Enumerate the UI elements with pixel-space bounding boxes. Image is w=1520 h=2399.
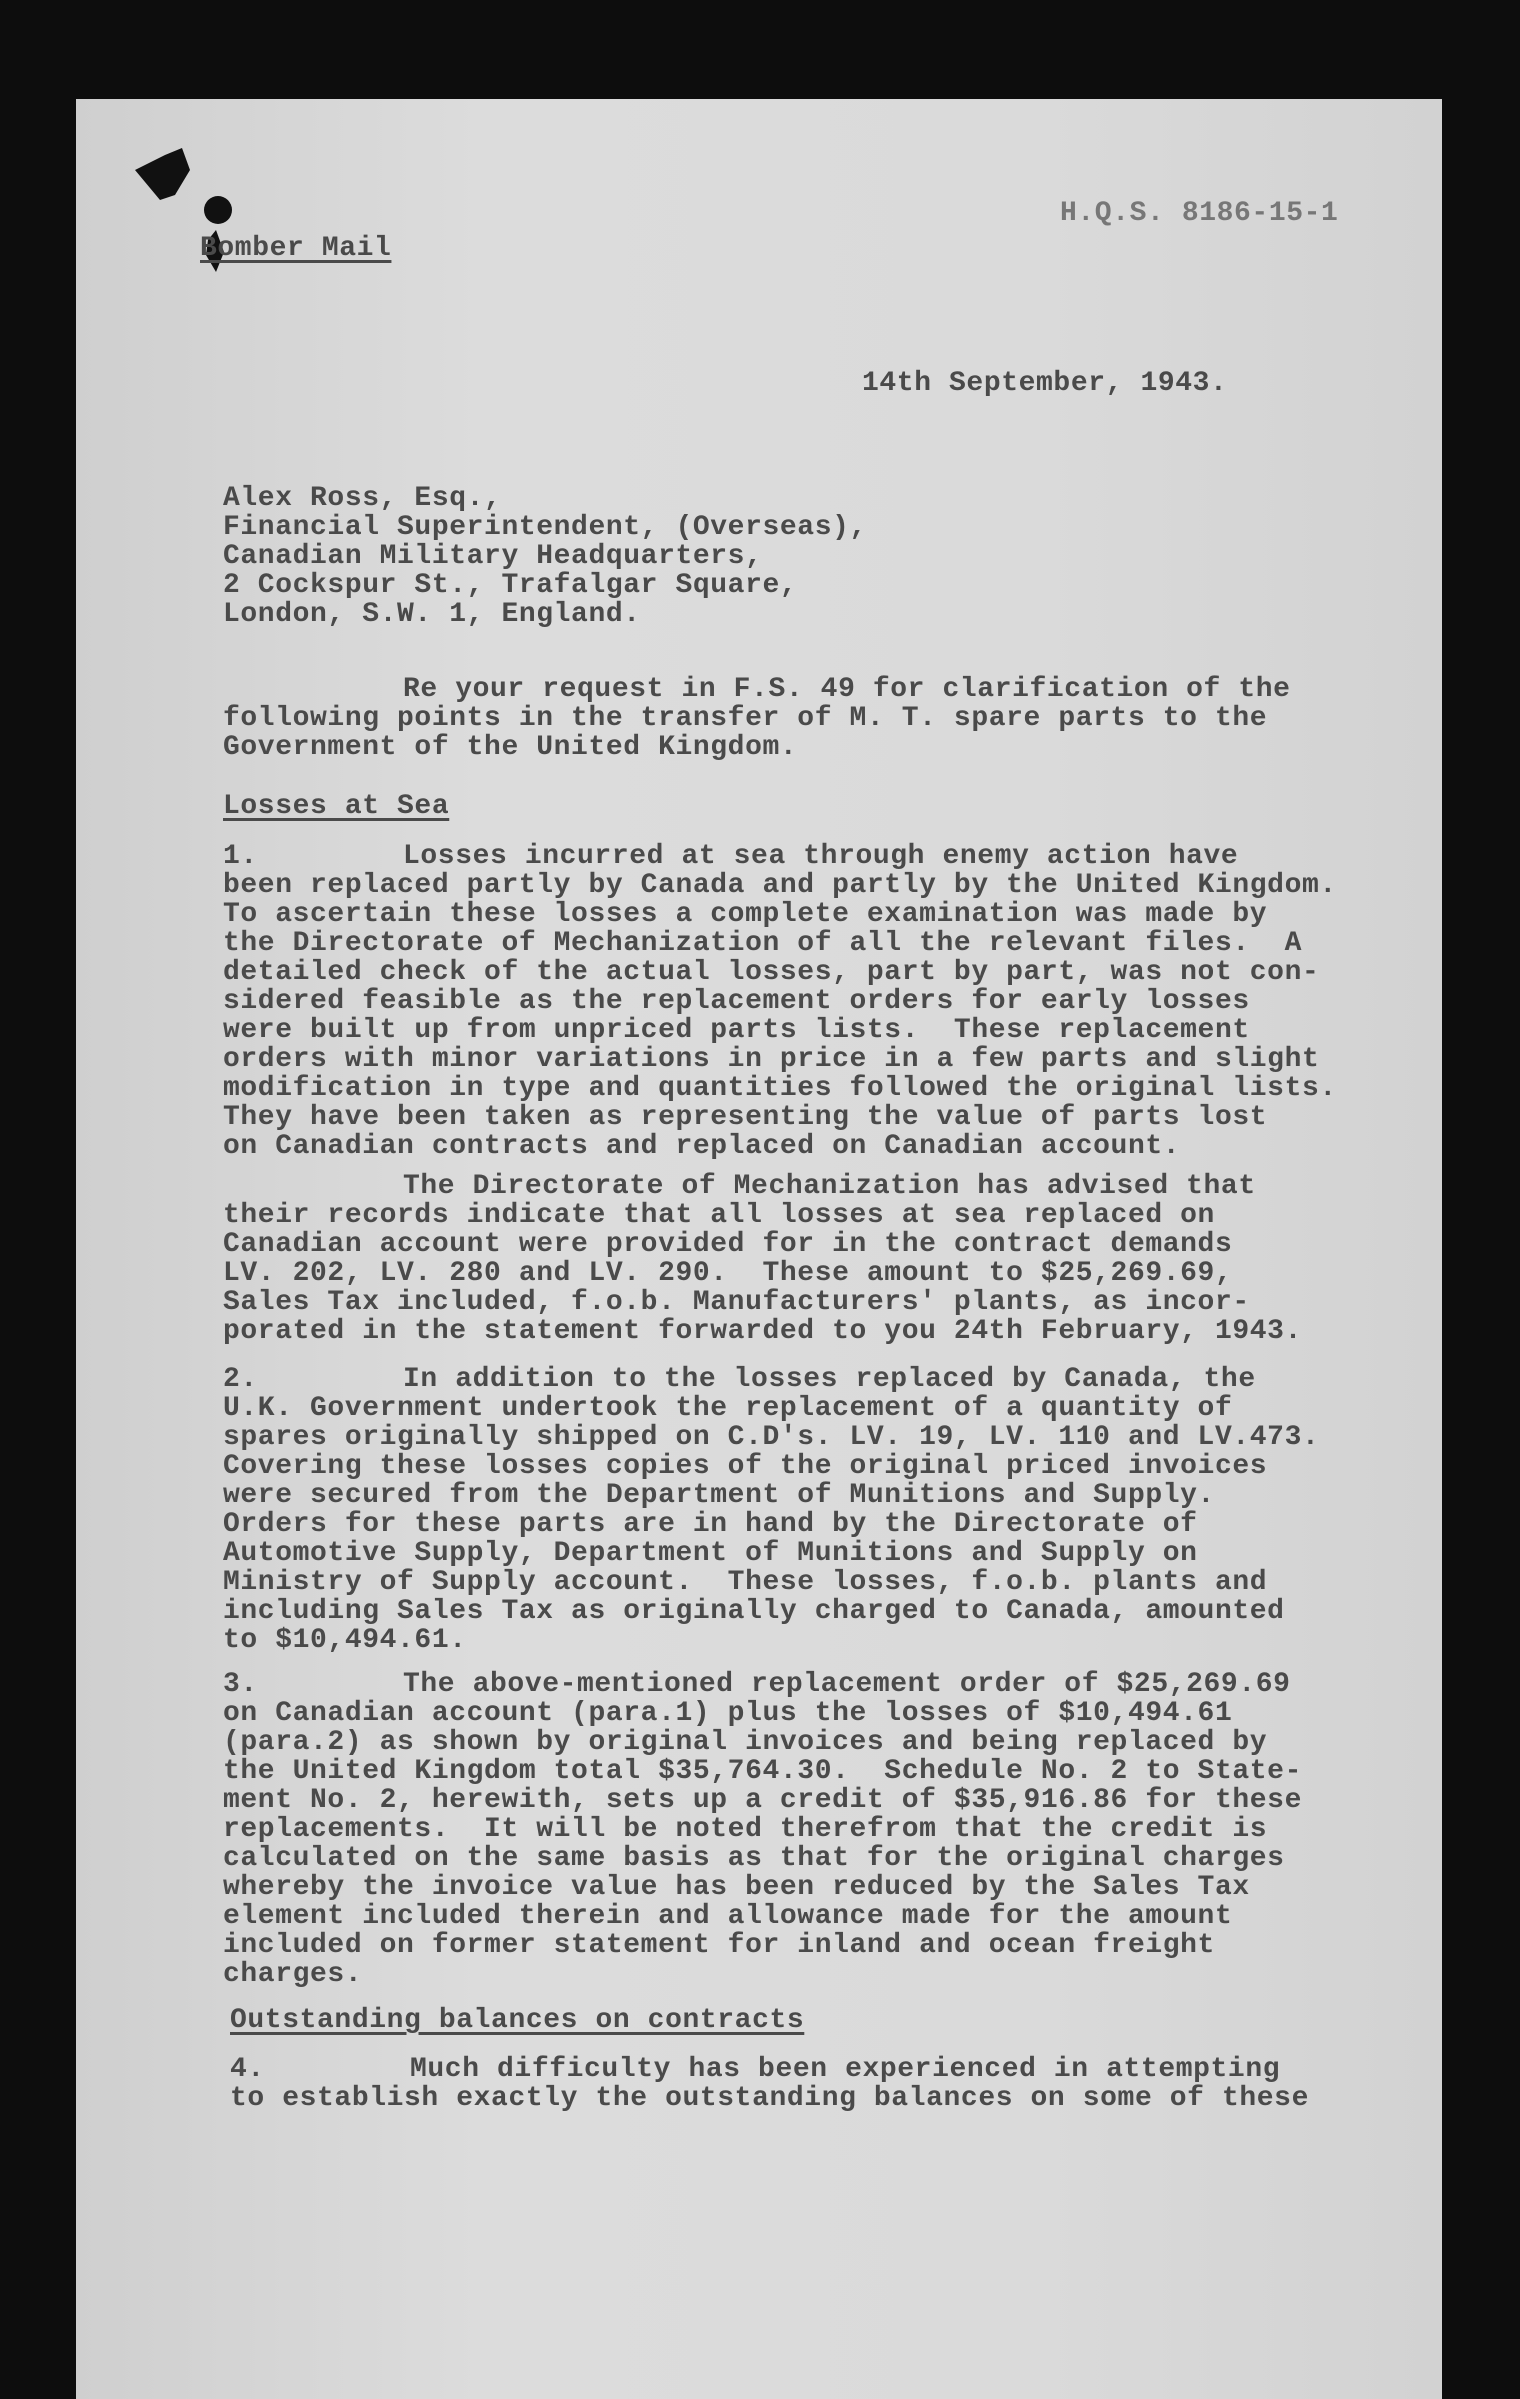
address-line: Alex Ross, Esq., — [223, 483, 502, 514]
paragraph-4 — [230, 2055, 1309, 2113]
text-line: their records indicate that all losses at sea replaced on — [223, 1200, 1215, 1231]
text-line: The above-mentioned replacement order of $25,269.69 — [403, 1669, 1291, 1700]
section-heading-outstanding-balances: Outstanding balances on contracts — [230, 2005, 805, 2036]
intro-paragraph — [223, 675, 1291, 762]
text-line: modification in type and quantities followed the original lists. — [223, 1073, 1337, 1104]
text-line: detailed check of the actual losses, part by part, was not con- — [223, 957, 1320, 988]
paragraph-number: 2. — [223, 1364, 258, 1395]
address-line: London, S.W. 1, England. — [223, 599, 641, 630]
text-line: on Canadian contracts and replaced on Canadian account. — [223, 1131, 1181, 1162]
text-line: whereby the invoice value has been reduced by the Sales Tax — [223, 1872, 1250, 1903]
text-line: following points in the transfer of M. T. spare parts to the — [223, 703, 1268, 734]
recipient-address — [223, 484, 867, 629]
paragraph-number: 1. — [223, 841, 258, 872]
text-line: the United Kingdom total $35,764.30. Schedule No. 2 to State- — [223, 1756, 1302, 1787]
text-line: calculated on the same basis as that for the original charges — [223, 1843, 1285, 1874]
text-line: spares originally shipped on C.D's. LV. 19, LV. 110 and LV.473. — [223, 1422, 1320, 1453]
paragraph-number: 4. — [230, 2054, 265, 2085]
text-line: Covering these losses copies of the original priced invoices — [223, 1451, 1268, 1482]
text-line: on Canadian account (para.1) plus the losses of $10,494.61 — [223, 1698, 1233, 1729]
ink-blot-marks — [120, 140, 240, 290]
text-line: The Directorate of Mechanization has advised that — [403, 1171, 1256, 1202]
paragraph-1 — [223, 842, 1337, 1161]
text-line: element included therein and allowance made for the amount — [223, 1901, 1233, 1932]
paragraph-1b — [223, 1172, 1302, 1346]
text-line: Orders for these parts are in hand by the Directorate of — [223, 1509, 1198, 1540]
text-line: including Sales Tax as originally charged to Canada, amounted — [223, 1596, 1285, 1627]
text-line: Much difficulty has been experienced in attempting — [410, 2054, 1281, 2085]
text-line: Automotive Supply, Department of Munitions and Supply on — [223, 1538, 1198, 1569]
paragraph-number: 3. — [223, 1669, 258, 1700]
text-line: Losses incurred at sea through enemy action have — [403, 841, 1239, 872]
text-line: To ascertain these losses a complete examination was made by — [223, 899, 1268, 930]
text-line: porated in the statement forwarded to you 24th February, 1943. — [223, 1316, 1302, 1347]
text-line: to $10,494.61. — [223, 1625, 467, 1656]
letter-date: 14th September, 1943. — [862, 368, 1228, 399]
text-line: been replaced partly by Canada and partly by the United Kingdom. — [223, 870, 1337, 901]
delivery-method: Bomber Mail — [200, 233, 392, 264]
text-line: (para.2) as shown by original invoices and being replaced by — [223, 1727, 1268, 1758]
text-line: sidered feasible as the replacement orders for early losses — [223, 986, 1250, 1017]
text-line: ment No. 2, herewith, sets up a credit of $35,916.86 for these — [223, 1785, 1302, 1816]
address-line: 2 Cockspur St., Trafalgar Square, — [223, 570, 798, 601]
text-line: U.K. Government undertook the replacement of a quantity of — [223, 1393, 1233, 1424]
text-line: charges. — [223, 1959, 363, 1990]
text-line: replacements. It will be noted therefrom that the credit is — [223, 1814, 1268, 1845]
text-line: In addition to the losses replaced by Canada, the — [403, 1364, 1256, 1395]
text-line: were secured from the Department of Munitions and Supply. — [223, 1480, 1215, 1511]
text-line: Government of the United Kingdom. — [223, 732, 798, 763]
text-line: Sales Tax included, f.o.b. Manufacturers' plants, as incor- — [223, 1287, 1250, 1318]
text-line: were built up from unpriced parts lists. These replacement — [223, 1015, 1250, 1046]
text-line: Canadian account were provided for in the contract demands — [223, 1229, 1233, 1260]
text-line: Re your request in F.S. 49 for clarification of the — [403, 674, 1291, 705]
address-line: Canadian Military Headquarters, — [223, 541, 763, 572]
text-line: included on former statement for inland and ocean freight — [223, 1930, 1215, 1961]
address-line: Financial Superintendent, (Overseas), — [223, 512, 867, 543]
text-line: Ministry of Supply account. These losses, f.o.b. plants and — [223, 1567, 1268, 1598]
text-line: orders with minor variations in price in a few parts and slight — [223, 1044, 1320, 1075]
paragraph-3 — [223, 1670, 1302, 1989]
text-line: the Directorate of Mechanization of all the relevant files. A — [223, 928, 1302, 959]
paragraph-2 — [223, 1365, 1319, 1655]
text-line: LV. 202, LV. 280 and LV. 290. These amount to $25,269.69, — [223, 1258, 1233, 1289]
reference-number: H.Q.S. 8186-15-1 — [1060, 198, 1339, 229]
text-line: to establish exactly the outstanding balances on some of these — [230, 2083, 1309, 2114]
section-heading-losses-at-sea: Losses at Sea — [223, 791, 450, 822]
text-line: They have been taken as representing the value of parts lost — [223, 1102, 1268, 1133]
